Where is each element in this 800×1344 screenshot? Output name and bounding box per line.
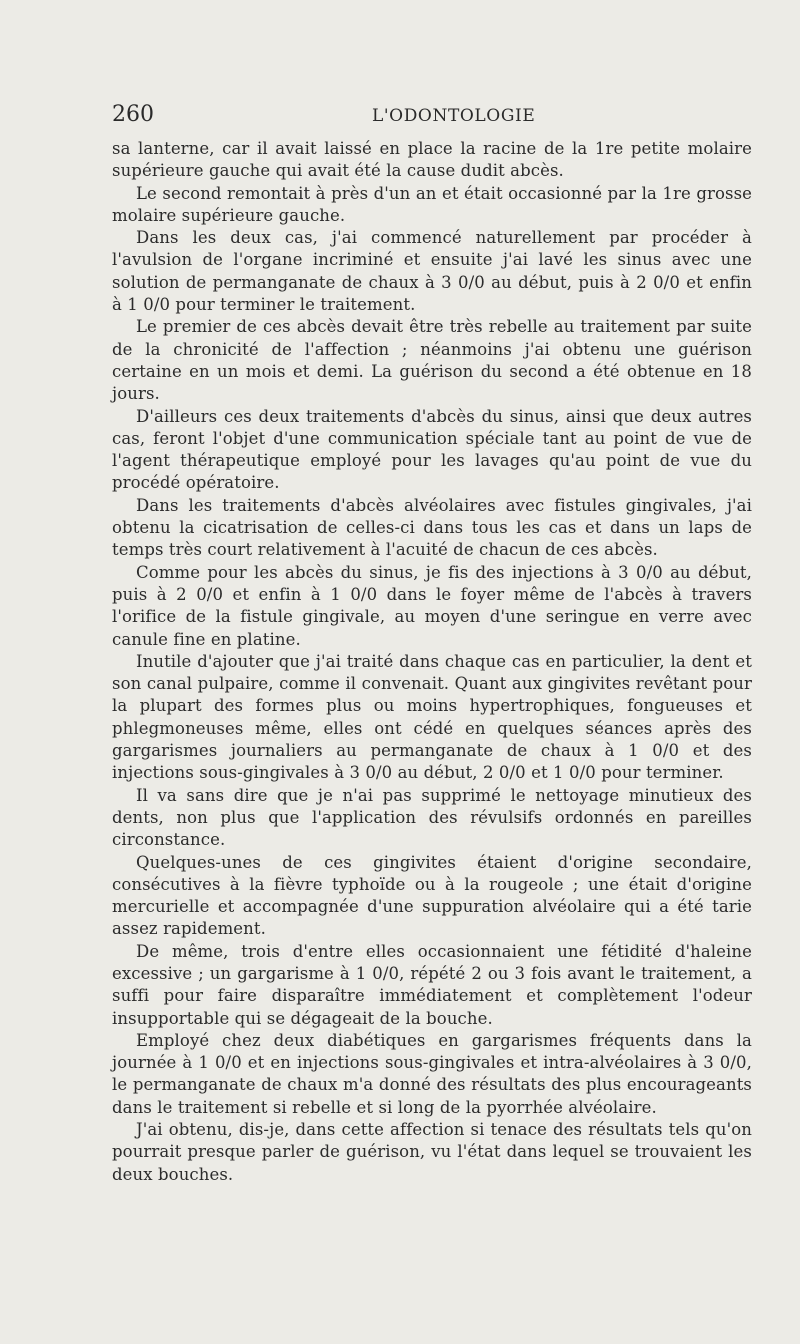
paragraph: Quelques-unes de ces gingivites étaient d'origine secondaire, consécutives à la fièvre typhoïde ou à la rougeole ; une était d'origine mercurielle et accompagnée d'une suppuration alvéolaire qui a été tarie assez rapidement. [112,852,752,939]
paragraph: J'ai obtenu, dis-je, dans cette affection si tenace des résultats tels qu'on pourrait presque parler de guérison, vu l'état dans lequel se trouvaient les deux bouches. [112,1120,752,1184]
page-header [112,102,780,132]
paragraph: Employé chez deux diabétiques en gargarismes fréquents dans la journée à 1 0/0 et en injections sous-gingivales et intra-alvéolaires à 3 0/0, le permanganate de chaux m'a donné des résultats des plus encourageants dans le traitement si rebelle et si long de la pyorrhée alvéolaire. [112,1030,752,1117]
paragraph: Comme pour les abcès du sinus, je fis des injections à 3 0/0 au début, puis à 2 0/0 et enfin à 1 0/0 dans le foyer même de l'abcès à travers l'orifice de la fistule gingivale, au moyen d'une seringue en verre avec canule fine en platine. [112,562,752,649]
page-number: 260 [112,102,154,127]
paragraph: Dans les traitements d'abcès alvéolaires avec fistules gingivales, j'ai obtenu la cicatrisation de celles-ci dans tous les cas et dans un laps de temps très court relativement à l'acuité de chacun de ces abcès. [112,495,752,560]
paragraph: D'ailleurs ces deux traitements d'abcès du sinus, ainsi que deux autres cas, feront l'objet d'une communication spéciale tant au point de vue de l'agent thérapeutique employé pour les lavages qu'au point de vue du procédé opératoire. [112,406,752,493]
paragraph: sa lanterne, car il avait laissé en place la racine de la 1re petite molaire supérieure gauche qui avait été la cause dudit abcès. [112,139,752,181]
paragraph: Inutile d'ajouter que j'ai traité dans chaque cas en particulier, la dent et son canal pulpaire, comme il convenait. Quant aux gingivites revêtant pour la plupart des formes plus ou moins hypertrophiques, fongueuses et phlegmoneuses même, elles ont cédé en quelques séances après des gargarismes journaliers au permanganate de chaux à 1 0/0 et des injections sous-gingivales à 3 0/0 au début, 2 0/0 et 1 0/0 pour terminer. [112,651,752,783]
body-text [112,138,752,1186]
paragraph: Le premier de ces abcès devait être très rebelle au traitement par suite de la chronicité de l'affection ; néanmoins j'ai obtenu une guérison certaine en un mois et demi. La guérison du second a été obtenue en 18 jours. [112,317,752,404]
paragraph: De même, trois d'entre elles occasionnaient une fétidité d'haleine excessive ; un gargarisme à 1 0/0, répété 2 ou 3 fois avant le traitement, a suffi pour faire disparaître immédiatement et complètement l'odeur insupportable qui se dégageait de la bouche. [112,941,752,1028]
paragraph: Il va sans dire que je n'ai pas supprimé le nettoyage minutieux des dents, non plus que l'application des révulsifs ordonnés en pareilles circonstance. [112,785,752,850]
paragraph: Dans les deux cas, j'ai commencé naturellement par procéder à l'avulsion de l'organe incriminé et ensuite j'ai lavé les sinus avec une solution de permanganate de chaux à 3 0/0 au début, puis à 2 0/0 et enfin à 1 0/0 pour terminer le traitement. [112,228,752,315]
running-head: L'ODONTOLOGIE [372,106,536,126]
paragraph: Le second remontait à près d'un an et était occasionné par la 1re grosse molaire supérieure gauche. [112,183,752,225]
